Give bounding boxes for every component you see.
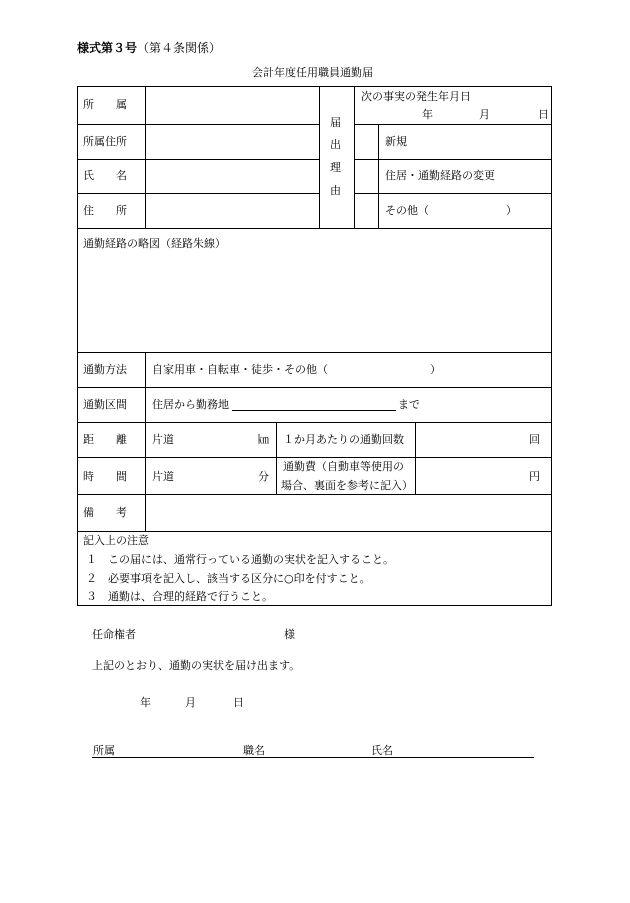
sign-date-month: 月 [185, 696, 196, 709]
note-item-3: ３ 通勤は、合理的経路で行うこと。 [86, 590, 273, 603]
date-year: 年 [422, 108, 433, 121]
name-field[interactable] [146, 160, 319, 193]
reason-change-checkbox[interactable] [355, 160, 378, 193]
time-oneway: 片道 [152, 470, 174, 483]
section-to: まで [398, 398, 420, 411]
method-close: ） [430, 363, 441, 376]
remarks-field[interactable] [146, 495, 551, 531]
address-field[interactable] [146, 194, 319, 228]
signature-line[interactable] [92, 757, 534, 758]
note-item-2: ２ 必要事項を記入し、該当する区分に○印を付すこと。 [86, 572, 371, 585]
distance-unit: ㎞ [258, 433, 269, 446]
reason-new-checkbox[interactable] [355, 125, 378, 159]
notes-title: 記入上の注意 [83, 534, 149, 547]
reason-label-4: 由 [330, 184, 341, 197]
reason-label-2: 出 [330, 138, 341, 151]
sign-date-year: 年 [140, 696, 151, 709]
reason-other-checkbox[interactable] [355, 194, 378, 228]
signature-affiliation-label: 所属 [93, 744, 115, 757]
section-destination-field[interactable] [232, 398, 396, 411]
declaration-text: 上記のとおり、通勤の実状を届け出ます。 [92, 659, 301, 672]
form-number: 様式第３号 [77, 41, 138, 55]
affiliation-label: 所 属 [83, 98, 127, 111]
name-label: 氏 名 [83, 169, 127, 182]
address-label: 住 所 [83, 204, 127, 217]
appointer-suffix: 様 [284, 628, 295, 641]
note-item-1: １ この届には、通常行っている通勤の実状を記入すること。 [86, 553, 394, 566]
time-unit: 分 [258, 470, 269, 483]
expense-label-1: 通勤費（自動車等使用の [283, 460, 404, 473]
distance-oneway: 片道 [152, 433, 174, 446]
affiliation-address-field[interactable] [146, 125, 319, 159]
date-day: 日 [538, 108, 549, 121]
route-map-label: 通勤経路の略図（経路朱線） [83, 237, 226, 250]
reason-change: 住居・通勤経路の変更 [385, 169, 495, 182]
form-title: 会計年度任用職員通勤届 [252, 66, 373, 79]
affiliation-address-label: 所属住所 [83, 135, 127, 148]
time-label: 時 間 [83, 470, 127, 483]
signature-name-label: 氏名 [371, 744, 393, 757]
route-map-area[interactable] [78, 252, 550, 351]
reason-label-1: 届 [330, 116, 341, 129]
sign-date-day: 日 [233, 696, 244, 709]
monthly-count-unit: 回 [529, 433, 540, 446]
appointer-label: 任命権者 [92, 628, 136, 641]
expense-label-2: 場合、裏面を参考に記入） [281, 479, 413, 492]
method-label: 通勤方法 [83, 363, 127, 376]
section-label: 通勤区間 [83, 398, 127, 411]
form-id [77, 42, 221, 54]
remarks-label: 備 考 [83, 506, 127, 519]
date-month: 月 [479, 108, 490, 121]
signature-position-label: 職名 [243, 744, 265, 757]
method-options: 自家用車・自転車・徒歩・その他（ [152, 363, 328, 376]
reason-new: 新規 [385, 135, 407, 148]
reason-other: その他（ ） [385, 204, 517, 217]
section-from: 住居から勤務地 [152, 398, 229, 411]
affiliation-field[interactable] [146, 87, 319, 124]
distance-label: 距 離 [83, 433, 127, 446]
expense-unit: 円 [529, 470, 540, 483]
form-article: （第４条関係） [137, 41, 222, 55]
reason-label-3: 理 [330, 161, 341, 174]
monthly-count-label: １か月あたりの通勤回数 [283, 433, 404, 446]
occurrence-date-label: 次の事実の発生年月日 [361, 90, 471, 103]
